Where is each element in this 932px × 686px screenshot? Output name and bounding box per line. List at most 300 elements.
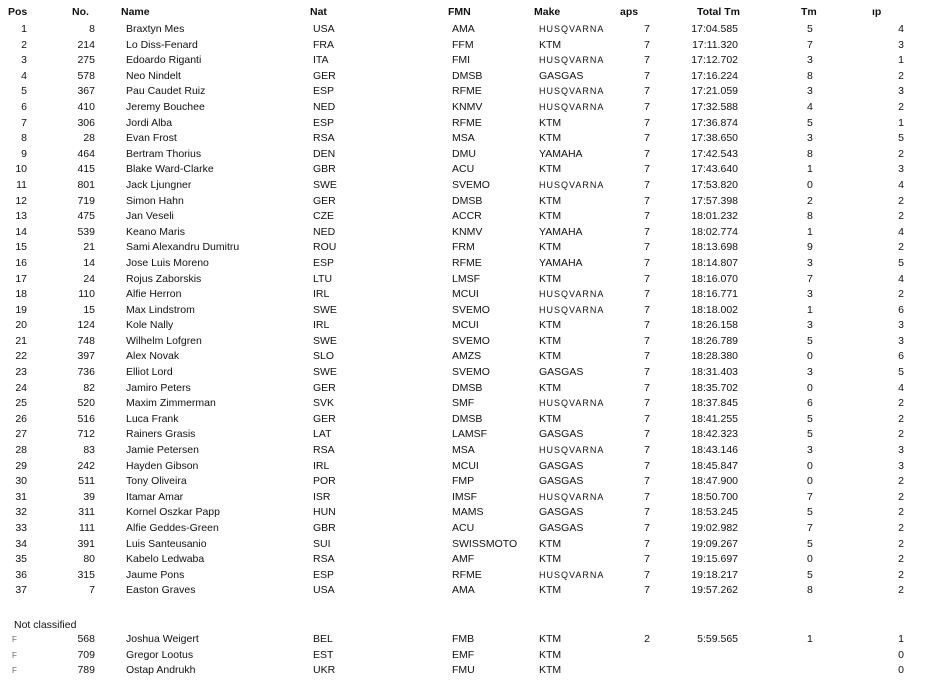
total-time-cell: 17:43.640: [691, 163, 738, 176]
table-row: [0, 38, 932, 54]
best-time-cell: 0: [807, 350, 813, 363]
nationality-cell: GBR: [313, 163, 336, 176]
nationality-cell: IRL: [313, 459, 330, 472]
federation-cell: SVEMO: [452, 303, 490, 316]
rider-number-cell: 397: [77, 350, 95, 363]
rider-number-cell: 28: [83, 132, 95, 145]
table-row: [0, 256, 932, 272]
federation-cell: FMP: [452, 475, 475, 488]
not-classified-results-table: [0, 632, 932, 679]
total-time-cell: 18:47.900: [691, 475, 738, 488]
rider-number-cell: 516: [77, 412, 95, 425]
table-row: [0, 365, 932, 381]
make-cell: KTM: [539, 633, 562, 645]
rider-number-cell: 110: [78, 288, 95, 301]
nationality-cell: ESP: [313, 85, 335, 98]
laps-cell: 7: [644, 69, 650, 82]
make-cell: HUSQVARNA: [539, 569, 605, 580]
laps-cell: 7: [644, 38, 650, 51]
status-mark: F: [12, 666, 17, 676]
status-mark: F: [12, 650, 17, 660]
rider-name-cell: Kabelo Ledwaba: [126, 553, 205, 566]
total-time-cell: 19:18.217: [691, 568, 738, 581]
position-cell: 4: [21, 69, 27, 82]
header-fmn: FMN: [448, 6, 471, 18]
laps-cell: 7: [644, 303, 650, 316]
laps-cell: 7: [644, 350, 650, 363]
nationality-cell: ESP: [313, 568, 335, 581]
rider-number-cell: 21: [83, 241, 95, 254]
rider-name-cell: Elliot Lord: [126, 366, 173, 379]
position-cell: 11: [16, 178, 27, 191]
federation-cell: FFM: [452, 38, 474, 51]
table-row: [0, 349, 932, 365]
nationality-cell: POR: [313, 475, 336, 488]
rider-number-cell: 39: [83, 490, 95, 503]
table-row: [0, 116, 932, 132]
make-cell: KTM: [539, 194, 562, 207]
make-cell: KTM: [539, 210, 562, 223]
rider-number-cell: 7: [89, 584, 95, 597]
nationality-cell: FRA: [313, 38, 334, 51]
in-lap-cell: 2: [898, 241, 904, 254]
rider-name-cell: Ostap Andrukh: [126, 664, 196, 677]
table-row: [0, 240, 932, 256]
laps-cell: 7: [644, 272, 650, 285]
rider-name-cell: Alex Novak: [126, 350, 180, 363]
rider-name-cell: Evan Frost: [126, 132, 177, 145]
laps-cell: 7: [644, 194, 650, 207]
rider-name-cell: Blake Ward-Clarke: [126, 163, 214, 176]
position-cell: 1: [21, 23, 27, 35]
in-lap-cell: 0: [898, 648, 904, 661]
total-time-cell: 18:18.002: [691, 303, 738, 316]
federation-cell: DMSB: [452, 381, 483, 394]
in-lap-cell: 2: [898, 522, 904, 534]
position-cell: 10: [15, 163, 27, 176]
laps-cell: 7: [644, 147, 650, 160]
table-row: [0, 396, 932, 412]
position-cell: 20: [15, 319, 27, 332]
laps-cell: 7: [644, 568, 650, 581]
nationality-cell: DEN: [313, 147, 336, 160]
nationality-cell: RSA: [313, 553, 335, 566]
in-lap-cell: 2: [898, 428, 904, 441]
position-cell: 36: [15, 568, 27, 581]
table-row: [0, 22, 932, 38]
nationality-cell: SWE: [313, 178, 337, 191]
laps-cell: 7: [644, 334, 650, 347]
in-lap-cell: 5: [898, 132, 904, 145]
federation-cell: MCUI: [452, 459, 479, 472]
position-cell: 32: [15, 506, 27, 519]
total-time-cell: 17:57.398: [691, 194, 738, 207]
nationality-cell: NED: [313, 225, 336, 238]
nationality-cell: EST: [313, 648, 334, 661]
position-cell: 15: [15, 241, 27, 254]
laps-cell: 7: [644, 584, 650, 597]
federation-cell: RFME: [452, 116, 482, 129]
total-time-cell: 18:35.702: [691, 381, 738, 394]
table-row: [0, 381, 932, 397]
laps-cell: 7: [644, 444, 650, 457]
nationality-cell: RSA: [313, 444, 335, 457]
nationality-cell: GER: [313, 69, 336, 82]
rider-name-cell: Rainers Grasis: [126, 428, 196, 441]
table-row: [0, 648, 932, 664]
total-time-cell: 18:16.771: [691, 288, 738, 301]
in-lap-cell: 6: [898, 350, 904, 363]
in-lap-cell: 4: [898, 381, 904, 394]
best-time-cell: 7: [807, 522, 813, 534]
nationality-cell: IRL: [313, 319, 330, 332]
nationality-cell: BEL: [313, 633, 333, 645]
in-lap-cell: 3: [898, 85, 904, 98]
position-cell: 30: [15, 475, 27, 488]
rider-number-cell: 578: [77, 69, 95, 82]
laps-cell: 7: [644, 163, 650, 176]
nationality-cell: SWE: [313, 334, 337, 347]
nationality-cell: LTU: [313, 272, 333, 285]
rider-number-cell: 520: [77, 397, 95, 410]
position-cell: 24: [15, 381, 27, 394]
table-row: [0, 318, 932, 334]
rider-number-cell: 80: [83, 553, 95, 566]
federation-cell: ACCR: [452, 210, 482, 223]
rider-number-cell: 311: [78, 506, 95, 519]
federation-cell: MCUI: [452, 288, 479, 301]
in-lap-cell: 2: [898, 475, 904, 488]
federation-cell: MCUI: [452, 319, 479, 332]
laps-cell: 7: [644, 428, 650, 441]
make-cell: KTM: [539, 334, 562, 347]
table-row: [0, 583, 932, 599]
in-lap-cell: 2: [898, 100, 904, 113]
best-time-cell: 0: [807, 475, 813, 488]
make-cell: HUSQVARNA: [539, 24, 605, 34]
in-lap-cell: 2: [898, 397, 904, 410]
position-cell: 27: [15, 428, 27, 441]
in-lap-cell: 5: [898, 256, 904, 269]
make-cell: HUSQVARNA: [539, 445, 605, 456]
in-lap-cell: 3: [898, 459, 904, 472]
best-time-cell: 3: [807, 132, 813, 145]
rider-number-cell: 410: [77, 100, 95, 113]
total-time-cell: 18:13.698: [691, 241, 738, 254]
best-time-cell: 3: [807, 366, 813, 379]
rider-number-cell: 15: [83, 303, 95, 316]
total-time-cell: 18:14.807: [691, 256, 738, 269]
rider-name-cell: Jamie Petersen: [126, 444, 199, 457]
make-cell: GASGAS: [539, 522, 584, 534]
laps-cell: 7: [644, 397, 650, 410]
laps-cell: 7: [644, 241, 650, 254]
make-cell: YAMAHA: [539, 256, 583, 269]
federation-cell: IMSF: [452, 490, 478, 503]
in-lap-cell: 1: [898, 54, 904, 67]
laps-cell: 7: [644, 381, 650, 394]
federation-cell: SMF: [452, 397, 475, 410]
make-cell: KTM: [539, 664, 562, 677]
table-row: [0, 209, 932, 225]
position-cell: 23: [15, 366, 27, 379]
in-lap-cell: 2: [898, 147, 904, 160]
nationality-cell: SVK: [313, 397, 335, 410]
nationality-cell: USA: [313, 23, 335, 35]
rider-number-cell: 275: [77, 54, 95, 67]
federation-cell: AMA: [452, 23, 475, 35]
total-time-cell: 17:12.702: [691, 54, 738, 67]
make-cell: HUSQVARNA: [539, 491, 605, 502]
laps-cell: 2: [644, 633, 650, 645]
make-cell: KTM: [539, 38, 562, 51]
best-time-cell: 5: [807, 412, 813, 425]
position-cell: 22: [15, 350, 27, 363]
rider-name-cell: Luis Santeusanio: [126, 537, 207, 550]
best-time-cell: 3: [807, 319, 813, 332]
rider-number-cell: 511: [78, 475, 95, 488]
best-time-cell: 7: [807, 490, 813, 503]
best-time-cell: 4: [807, 100, 813, 113]
make-cell: YAMAHA: [539, 225, 583, 238]
rider-name-cell: Rojus Zaborskis: [126, 272, 202, 285]
federation-cell: RFME: [452, 85, 482, 98]
total-time-cell: 17:16.224: [691, 69, 738, 82]
nationality-cell: SWE: [313, 303, 337, 316]
total-time-cell: 19:09.267: [691, 537, 738, 550]
federation-cell: MSA: [452, 444, 475, 457]
federation-cell: SVEMO: [452, 178, 490, 191]
best-time-cell: 1: [807, 303, 813, 316]
in-lap-cell: 3: [898, 163, 904, 176]
table-row: [0, 427, 932, 443]
laps-cell: 7: [644, 522, 650, 534]
table-row: [0, 632, 932, 648]
laps-cell: 7: [644, 459, 650, 472]
rider-name-cell: Lo Diss-Fenard: [126, 38, 198, 51]
make-cell: GASGAS: [539, 506, 584, 519]
table-row: [0, 443, 932, 459]
nationality-cell: NED: [313, 100, 336, 113]
best-time-cell: 8: [807, 584, 813, 597]
rider-name-cell: Alfie Herron: [126, 288, 182, 301]
federation-cell: MSA: [452, 132, 475, 145]
federation-cell: ACU: [452, 522, 475, 534]
rider-name-cell: Bertram Thorius: [126, 147, 202, 160]
laps-cell: 7: [644, 225, 650, 238]
laps-cell: 7: [644, 256, 650, 269]
total-time-cell: 18:50.700: [691, 490, 738, 503]
position-cell: 2: [21, 38, 27, 51]
federation-cell: AMF: [452, 553, 475, 566]
rider-number-cell: 539: [77, 225, 95, 238]
table-row: [0, 568, 932, 584]
rider-name-cell: Easton Graves: [126, 584, 196, 597]
rider-number-cell: 709: [77, 648, 95, 661]
header-laps: aps: [620, 6, 639, 18]
nationality-cell: SWE: [313, 366, 337, 379]
make-cell: GASGAS: [539, 459, 584, 472]
federation-cell: AMZS: [452, 350, 482, 363]
rider-number-cell: 242: [77, 459, 95, 472]
federation-cell: RFME: [452, 256, 482, 269]
table-row: [0, 490, 932, 506]
total-time-cell: 18:26.158: [691, 319, 738, 332]
in-lap-cell: 2: [898, 537, 904, 550]
in-lap-cell: 0: [898, 664, 904, 677]
laps-cell: 7: [644, 319, 650, 332]
rider-number-cell: 315: [77, 568, 95, 581]
rider-name-cell: Wilhelm Lofgren: [126, 334, 202, 347]
make-cell: KTM: [539, 584, 562, 597]
nationality-cell: ROU: [313, 241, 337, 254]
total-time-cell: 18:45.847: [691, 459, 738, 472]
make-cell: GASGAS: [539, 366, 584, 379]
total-time-cell: 17:32.588: [691, 100, 738, 113]
federation-cell: KNMV: [452, 100, 483, 113]
total-time-cell: 17:36.874: [691, 116, 738, 129]
total-time-cell: 18:37.845: [691, 397, 738, 410]
make-cell: KTM: [539, 381, 562, 394]
table-row: [0, 225, 932, 241]
position-cell: 16: [15, 256, 27, 269]
rider-name-cell: Alfie Geddes-Green: [126, 522, 219, 534]
make-cell: KTM: [539, 116, 562, 129]
federation-cell: KNMV: [452, 225, 483, 238]
position-cell: 17: [15, 272, 27, 285]
rider-number-cell: 82: [83, 381, 95, 394]
position-cell: 3: [21, 54, 27, 67]
federation-cell: FMU: [452, 664, 475, 677]
table-row: [0, 131, 932, 147]
table-row: [0, 272, 932, 288]
total-time-cell: 17:11.320: [692, 38, 738, 51]
rider-number-cell: 306: [77, 116, 95, 129]
laps-cell: 7: [644, 23, 650, 35]
make-cell: KTM: [539, 132, 562, 145]
best-time-cell: 0: [807, 553, 813, 566]
in-lap-cell: 1: [898, 633, 904, 645]
total-time-cell: 18:42.323: [691, 428, 738, 441]
federation-cell: DMSB: [452, 69, 483, 82]
make-cell: HUSQVARNA: [539, 304, 605, 315]
rider-number-cell: 736: [77, 366, 95, 379]
rider-number-cell: 415: [77, 163, 95, 176]
table-row: [0, 552, 932, 568]
best-time-cell: 1: [807, 633, 813, 645]
total-time-cell: 18:31.403: [691, 366, 738, 379]
table-row: [0, 162, 932, 178]
rider-number-cell: 748: [77, 334, 95, 347]
not-classified-label: Not classified: [14, 619, 77, 631]
make-cell: GASGAS: [539, 69, 584, 82]
laps-cell: 7: [644, 100, 650, 113]
nationality-cell: CZE: [313, 210, 334, 223]
in-lap-cell: 2: [898, 506, 904, 519]
federation-cell: DMU: [452, 147, 476, 160]
nationality-cell: ESP: [313, 256, 335, 269]
in-lap-cell: 2: [898, 194, 904, 207]
federation-cell: FMI: [452, 54, 471, 67]
table-row: [0, 505, 932, 521]
total-time-cell: 5:59.565: [697, 633, 738, 645]
table-row: [0, 194, 932, 210]
total-time-cell: 18:02.774: [691, 225, 738, 238]
best-time-cell: 1: [807, 163, 813, 176]
federation-cell: AMA: [452, 584, 475, 597]
federation-cell: SVEMO: [452, 366, 490, 379]
federation-cell: FRM: [452, 241, 475, 254]
position-cell: 34: [15, 537, 27, 550]
best-time-cell: 3: [807, 288, 813, 301]
rider-name-cell: Itamar Amar: [126, 490, 184, 503]
best-time-cell: 8: [807, 147, 813, 160]
best-time-cell: 0: [807, 459, 813, 472]
in-lap-cell: 2: [898, 288, 904, 301]
rider-number-cell: 214: [77, 38, 95, 51]
rider-number-cell: 24: [83, 272, 95, 285]
in-lap-cell: 4: [898, 23, 904, 35]
total-time-cell: 18:43.146: [691, 444, 738, 457]
laps-cell: 7: [644, 54, 650, 67]
make-cell: HUSQVARNA: [539, 289, 605, 300]
rider-number-cell: 83: [83, 444, 95, 457]
rider-number-cell: 8: [89, 23, 95, 35]
rider-number-cell: 367: [77, 85, 95, 98]
best-time-cell: 7: [807, 38, 813, 51]
laps-cell: 7: [644, 210, 650, 223]
table-row: [0, 84, 932, 100]
best-time-cell: 3: [807, 256, 813, 269]
make-cell: HUSQVARNA: [539, 179, 605, 190]
nationality-cell: HUN: [313, 506, 336, 519]
table-row: [0, 69, 932, 85]
nationality-cell: SUI: [313, 537, 331, 550]
laps-cell: 7: [644, 553, 650, 566]
position-cell: 33: [15, 522, 27, 534]
make-cell: HUSQVARNA: [539, 101, 605, 112]
best-time-cell: 3: [807, 444, 813, 457]
in-lap-cell: 2: [898, 584, 904, 597]
rider-name-cell: Jaume Pons: [126, 568, 185, 581]
rider-name-cell: Keano Maris: [126, 225, 185, 238]
nationality-cell: ITA: [313, 54, 329, 67]
federation-cell: FMB: [452, 633, 475, 645]
rider-name-cell: Jack Ljungner: [126, 178, 192, 191]
position-cell: 37: [15, 584, 27, 597]
in-lap-cell: 3: [898, 334, 904, 347]
federation-cell: MAMS: [452, 506, 484, 519]
nationality-cell: GER: [313, 194, 336, 207]
total-time-cell: 17:04.585: [691, 23, 738, 35]
nationality-cell: GER: [313, 412, 336, 425]
rider-name-cell: Neo Nindelt: [126, 69, 181, 82]
position-cell: 8: [21, 132, 27, 145]
make-cell: KTM: [539, 537, 562, 550]
best-time-cell: 5: [807, 23, 813, 35]
make-cell: KTM: [539, 272, 562, 285]
rider-name-cell: Jose Luis Moreno: [126, 256, 209, 269]
position-cell: 13: [15, 210, 27, 223]
header-name: Name: [121, 6, 150, 18]
federation-cell: ACU: [452, 163, 475, 176]
laps-cell: 7: [644, 288, 650, 301]
header-make: Make: [534, 6, 561, 18]
total-time-cell: 17:42.543: [691, 147, 738, 160]
best-time-cell: 5: [807, 506, 813, 519]
make-cell: KTM: [539, 412, 562, 425]
total-time-cell: 18:26.789: [691, 334, 738, 347]
